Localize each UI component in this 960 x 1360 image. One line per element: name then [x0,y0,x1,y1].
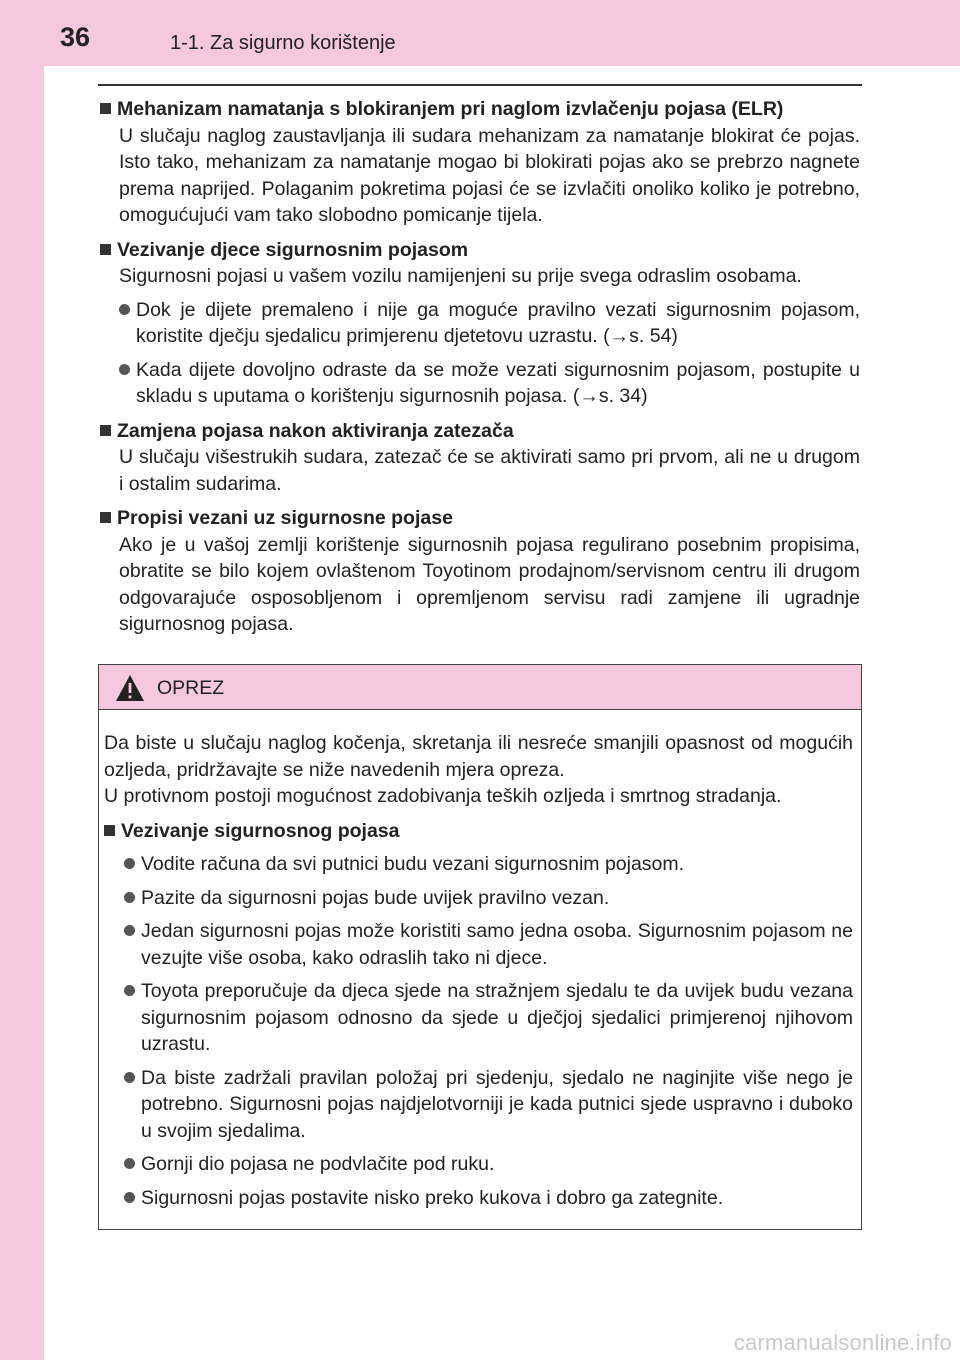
section-elr [100,96,860,229]
side-margin-band [0,0,44,1360]
round-bullet-icon [119,304,130,315]
list-item: Kada dijete dovoljno odraste da se može vezati sigurnosnim pojasom, postupite u skladu s uputama o korištenju sigurnosnih pojasa. (→s. 34) [100,357,860,410]
caution-box [98,664,862,1230]
caution-subsection-heading: Vezivanje sigurnosnog pojasa [104,818,853,845]
square-bullet-icon [100,244,111,255]
section-children [100,237,860,410]
round-bullet-icon [124,1192,135,1203]
section-heading: Vezivanje djece sigurnosnim pojasom [100,237,860,264]
round-bullet-icon [124,985,135,996]
section-paragraph: U slučaju naglog zaustavljanja ili sudara mehanizam za namatanje blokirat će pojas. Isto tako, mehanizam za namatanje mogao bi blokirati pojas ako se prebrzo nagnete prema naprijed. Polaganim pokretima pojasi će se izvlačiti onoliko koliko je potrebno, omogućujući vam tako slobodno pomicanje tijela. [119,124,860,226]
section-paragraph: Ako je u vašoj zemlji korištenje sigurnosnih pojasa regulirano posebnim propisima, obratite se bilo kojem ovlaštenom Toyotinom prodajnom/servisnom centru ili drugom odgovarajuće osposobljenom i opremljenom servisu radi zamjene ili ugradnje sigurnosnog pojasa. [119,533,860,635]
round-bullet-icon [124,1158,135,1169]
round-bullet-icon [124,892,135,903]
list-item: Da biste zadržali pravilan položaj pri sjedenju, sjedalo ne naginjite više nego je potrebno. Sigurnosni pojas najdjelotvorniji je kada putnici sjede uspravno i duboko u svojim sjedalima. [104,1065,853,1145]
caution-intro: U protivnom postoji mogućnost zadobivanja teških ozljeda i smrtnog stradanja. [104,785,782,807]
list-item: Gornji dio pojasa ne podvlačite pod ruku. [104,1151,853,1178]
section-regulations [100,505,860,638]
round-bullet-icon [124,858,135,869]
watermark: carmanualsonline.info [733,1330,952,1355]
list-item: Sigurnosni pojas postavite nisko preko kukova i dobro ga zategnite. [104,1185,853,1212]
square-bullet-icon [100,512,111,523]
warning-icon [115,674,145,702]
header-divider [98,84,862,86]
list-item: Vodite računa da svi putnici budu vezani sigurnosnim pojasom. [104,851,853,878]
caution-title: OPREZ [157,677,225,699]
list-item: Toyota preporučuje da djeca sjede na stražnjem sjedalu te da uvijek budu vezana sigurnosnim pojasom odnosno da sjede u dječjoj sjedalici primjerenoj njihovom uzrastu. [104,978,853,1058]
caution-header [99,665,861,710]
list-item: Pazite da sigurnosni pojas bude uvijek pravilno vezan. [104,885,853,912]
round-bullet-icon [124,1072,135,1083]
section-pretensioner [100,418,860,498]
caution-body [99,710,861,1211]
caution-intro: Da biste u slučaju naglog kočenja, skretanja ili nesreće smanjili opasnost od mogućih ozljeda, pridržavajte se niže navedenih mjera opreza. [104,732,853,781]
list-item: Dok je dijete premaleno i nije ga moguće pravilno vezati sigurnosnim pojasom, koristite dječju sjedalicu primjerenu djetetovu uzrastu. (→s. 54) [100,297,860,350]
section-heading: Zamjena pojasa nakon aktiviranja zatezača [100,418,860,445]
list-item: Jedan sigurnosni pojas može koristiti samo jedna osoba. Sigurnosnim pojasom ne vezujte više osoba, kako odraslih tako ni djece. [104,918,853,971]
section-heading: Propisi vezani uz sigurnosne pojase [100,505,860,532]
main-content [100,96,860,646]
page-number: 36 [60,22,91,52]
section-paragraph: U slučaju višestrukih sudara, zatezač će se aktivirati samo pri prvom, ali ne u drugom i ostalim sudarima. [119,446,860,495]
square-bullet-icon [104,825,115,836]
square-bullet-icon [100,103,111,114]
section-heading: Mehanizam namatanja s blokiranjem pri naglom izvlačenju pojasa (ELR) [100,96,860,123]
round-bullet-icon [124,925,135,936]
chapter-title: 1-1. Za sigurno korištenje [170,32,396,54]
square-bullet-icon [100,425,111,436]
section-paragraph: Sigurnosni pojasi u vašem vozilu namijenjeni su prije svega odraslim osobama. [119,265,802,287]
round-bullet-icon [119,364,130,375]
